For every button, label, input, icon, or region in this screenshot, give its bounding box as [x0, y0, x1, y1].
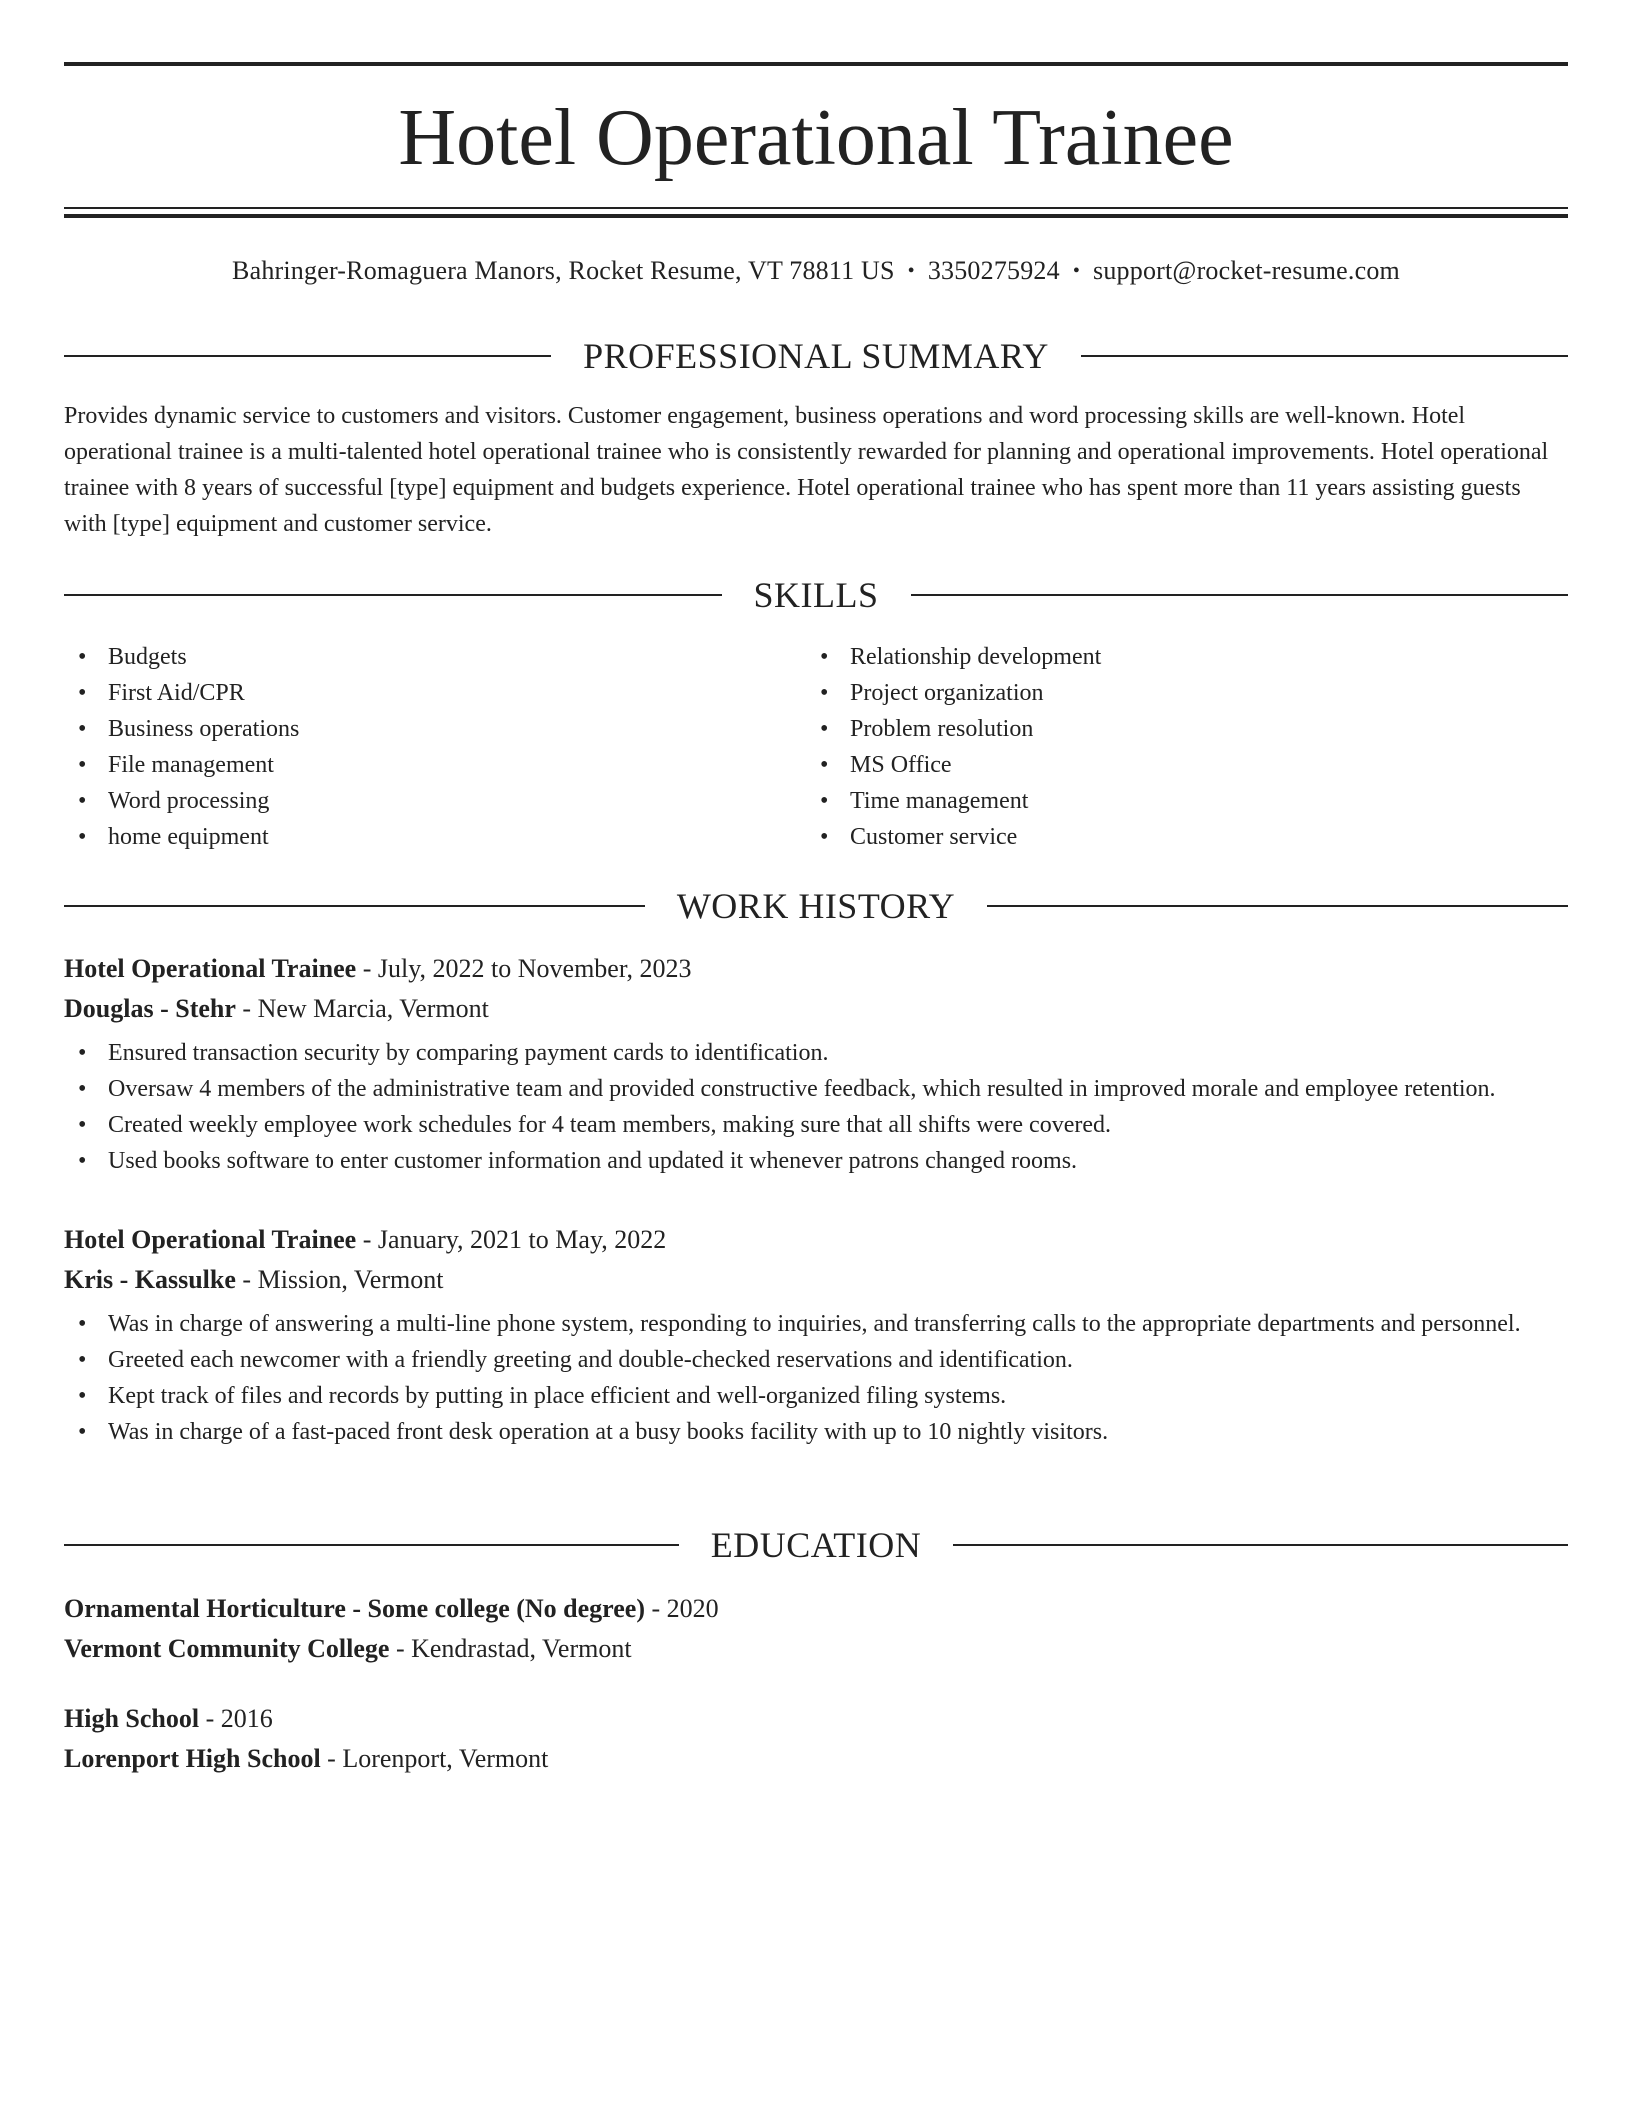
job-location: - New Marcia, Vermont [235, 994, 489, 1023]
degree-year: - 2016 [199, 1704, 273, 1733]
contact-separator: • [1072, 260, 1081, 282]
skills-list-left [64, 639, 804, 855]
degree-year: - 2020 [645, 1594, 719, 1623]
school: Lorenport High School [64, 1744, 321, 1773]
skill-item: • Project organization [806, 675, 1546, 711]
skill-item: • Problem resolution [806, 711, 1546, 747]
school-location: - Kendrastad, Vermont [389, 1634, 632, 1663]
contact-address: Bahringer-Romaguera Manors, Rocket Resume, VT 78811 US [232, 256, 895, 285]
skills-heading-text: SKILLS [753, 575, 879, 615]
work-entry [64, 949, 1568, 1179]
job-bullets [64, 1306, 1568, 1450]
heading-rule [64, 355, 551, 357]
heading-rule [953, 1544, 1568, 1546]
job-bullet: • Created weekly employee work schedules for 4 team members, making sure that all shifts were covered. [64, 1107, 1568, 1143]
work-heading [64, 886, 1568, 926]
job-bullets [64, 1035, 1568, 1179]
summary-heading-text: PROFESSIONAL SUMMARY [583, 336, 1049, 376]
page-title: Hotel Operational Trainee [398, 94, 1234, 182]
heading-rule [64, 905, 645, 907]
education-heading-text: EDUCATION [710, 1525, 922, 1565]
heading-rule [911, 594, 1569, 596]
summary-heading [64, 336, 1568, 376]
job-bullet: • Oversaw 4 members of the administrative team and provided constructive feedback, which resulted in improved morale and employee retention. [64, 1071, 1568, 1107]
job-company-line [64, 1260, 1568, 1300]
school-location: - Lorenport, Vermont [320, 1744, 549, 1773]
contact-email: support@rocket-resume.com [1093, 256, 1400, 285]
job-title-line [64, 949, 1568, 989]
heading-rule [1081, 355, 1568, 357]
skills-heading [64, 575, 1568, 615]
skill-item: • File management [64, 747, 804, 783]
education-heading [64, 1525, 1568, 1565]
job-bullet: • Ensured transaction security by comparing payment cards to identification. [64, 1035, 1568, 1071]
degree-line [64, 1699, 1568, 1739]
degree-line [64, 1589, 1568, 1629]
skill-item: • Business operations [64, 711, 804, 747]
degree: High School [64, 1704, 200, 1733]
education-entry [64, 1699, 1568, 1779]
job-bullet: • Was in charge of answering a multi-line phone system, responding to inquiries, and transferring calls to the appropriate departments and personnel. [64, 1306, 1568, 1342]
school-line [64, 1629, 1568, 1669]
job-dates: - July, 2022 to November, 2023 [356, 954, 692, 983]
contact-phone: 3350275924 [927, 256, 1060, 285]
degree: Ornamental Horticulture - Some college (No degree) [64, 1594, 645, 1623]
work-entry [64, 1220, 1568, 1450]
summary-paragraph: Provides dynamic service to customers and visitors. Customer engagement, business operations and word processing skills are well-known. Hotel operational trainee is a multi-talented hotel operational trainee who is consistently rewarded for planning and operational improvements. Hotel operational trainee with 8 years of successful [type] equipment and budgets experience. Hotel operational trainee who has spent more than 11 years assisting guests with [type] equipment and customer service. [64, 403, 1549, 537]
contact-separator: • [907, 260, 915, 282]
heading-rule [64, 594, 722, 596]
education-entry [64, 1589, 1568, 1669]
heading-rule [987, 905, 1568, 907]
skill-item: • Budgets [64, 639, 804, 675]
job-title: Hotel Operational Trainee [64, 1225, 357, 1254]
skill-item: • First Aid/CPR [64, 675, 804, 711]
job-bullet: • Used books software to enter customer information and updated it whenever patrons changed rooms. [64, 1143, 1568, 1179]
title-rule-thick [64, 214, 1568, 218]
top-rule [64, 62, 1568, 66]
skill-item: • Customer service [806, 819, 1546, 855]
skill-item: • Relationship development [806, 639, 1546, 675]
job-dates: - January, 2021 to May, 2022 [356, 1225, 667, 1254]
job-bullet: • Greeted each newcomer with a friendly greeting and double-checked reservations and identification. [64, 1342, 1568, 1378]
skill-item: • Time management [806, 783, 1546, 819]
job-title: Hotel Operational Trainee [64, 954, 357, 983]
job-title-line [64, 1220, 1568, 1260]
job-company-line [64, 989, 1568, 1029]
heading-rule [64, 1544, 679, 1546]
job-company: Douglas - Stehr [64, 994, 236, 1023]
work-heading-text: WORK HISTORY [676, 886, 956, 926]
job-location: - Mission, Vermont [235, 1265, 444, 1294]
skill-item: • home equipment [64, 819, 804, 855]
skills-list-right [806, 639, 1546, 855]
job-company: Kris - Kassulke [64, 1265, 236, 1294]
skill-item: • MS Office [806, 747, 1546, 783]
job-bullet: • Kept track of files and records by putting in place efficient and well-organized filing systems. [64, 1378, 1568, 1414]
title-rule-thin [64, 207, 1568, 209]
contact-line [64, 254, 1568, 290]
school-line [64, 1739, 1568, 1779]
job-bullet: • Was in charge of a fast-paced front desk operation at a busy books facility with up to 10 nightly visitors. [64, 1414, 1568, 1450]
school: Vermont Community College [64, 1634, 390, 1663]
skill-item: • Word processing [64, 783, 804, 819]
